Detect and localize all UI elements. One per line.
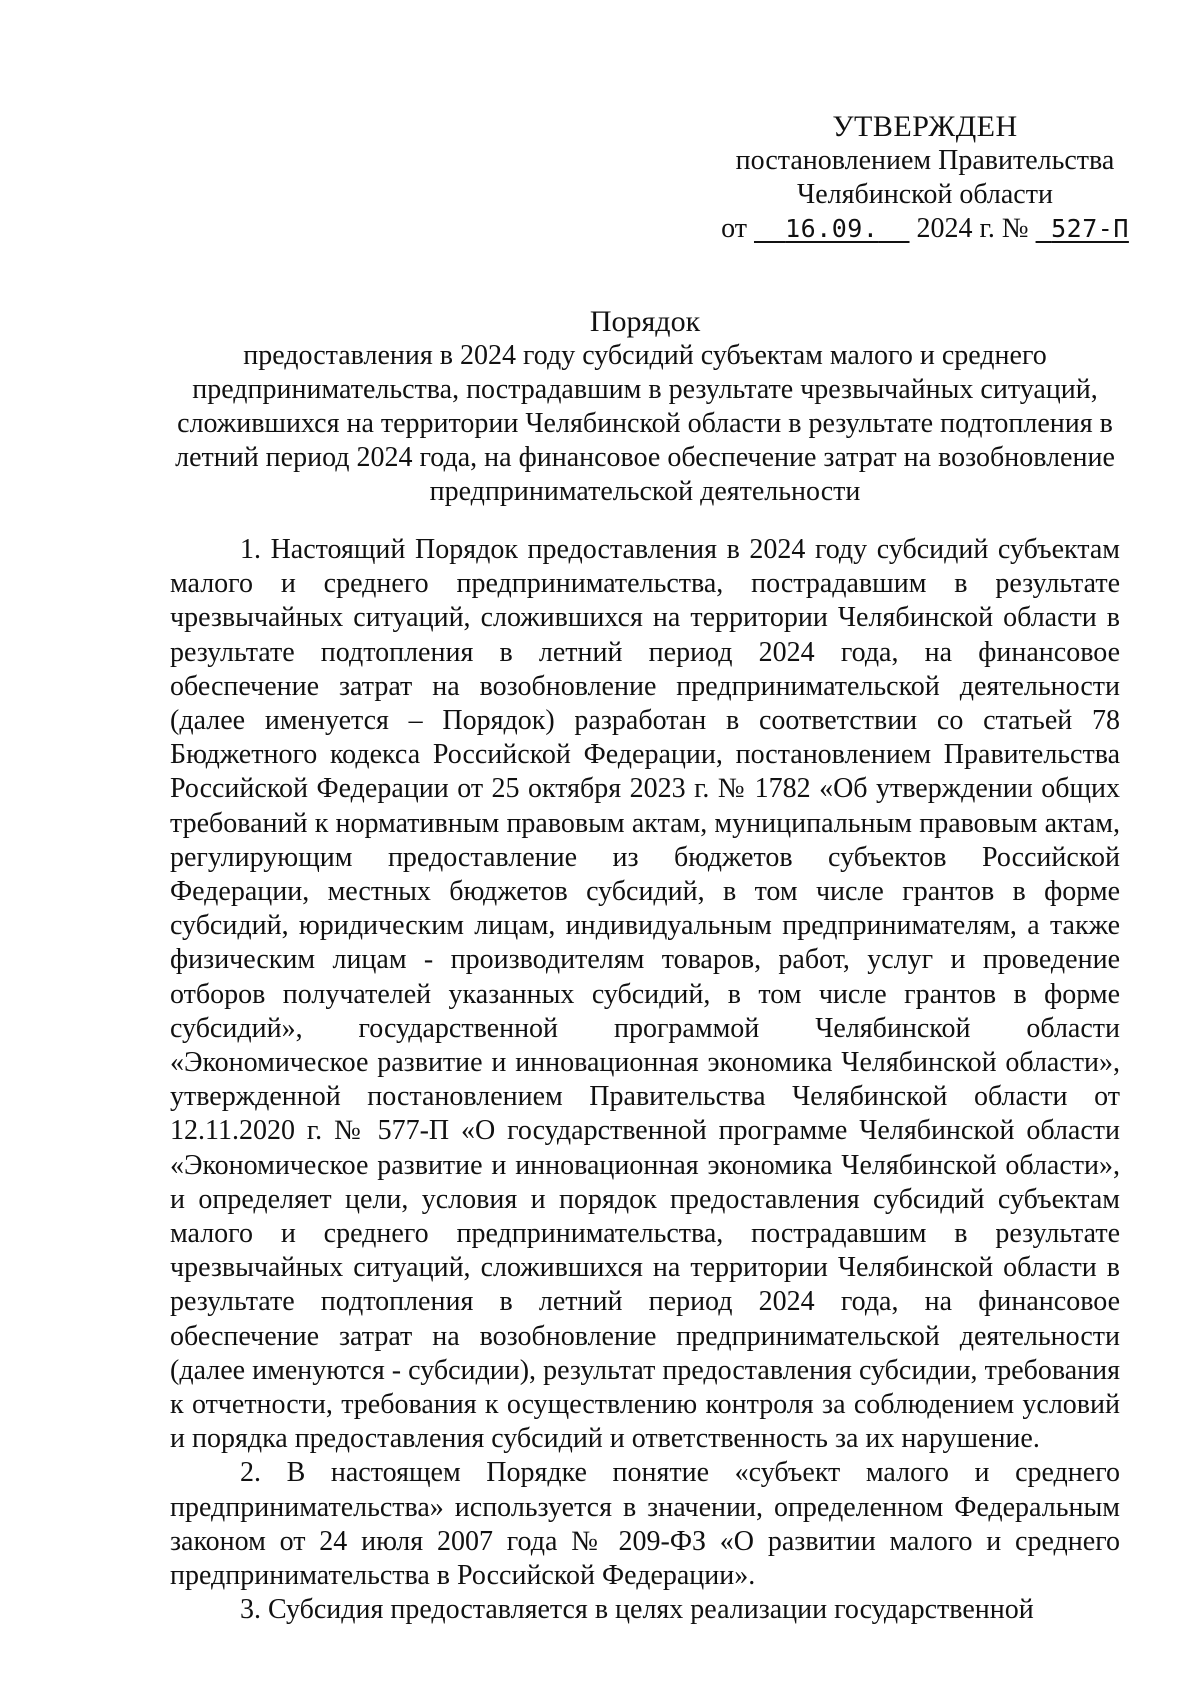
year-text: 2024 г. № — [916, 213, 1029, 244]
document-subtitle: предоставления в 2024 году субсидий субъектам малого и среднего предпринимательства, пострадавшим в результате чрезвычайных ситуаций, сложившихся на территории Челябинской области в результате подтопления в летний период 2024 года, на финансовое обеспечение затрат на возобновление предпринимательской деятельности — [175, 340, 1115, 507]
number-value: 527-П — [1051, 214, 1129, 243]
date-field — [754, 214, 910, 243]
document-title — [170, 305, 1120, 509]
number-field — [1036, 214, 1129, 243]
date-value: 16.09. — [785, 214, 879, 243]
approval-stamp — [700, 110, 1150, 246]
document-body — [170, 533, 1120, 1628]
approval-date-line — [700, 212, 1150, 246]
paragraph-3: 3. Субсидия предоставляется в целях реализации государственной — [240, 1594, 1034, 1626]
date-prefix: от — [721, 213, 747, 244]
document-name: Порядок — [589, 305, 701, 338]
approval-line-1: постановлением Правительства — [735, 145, 1115, 176]
approval-heading: УТВЕРЖДЕН — [832, 110, 1018, 143]
approval-line-2: Челябинской области — [797, 179, 1053, 210]
paragraph-1: 1. Настоящий Порядок предоставления в 2024 году субсидий субъектам малого и среднего предпринимательства, пострадавшим в результате чрезвычайных ситуаций, сложившихся на территории Челябинской области в результате подтопления в летний период 2024 года, на финансовое обеспечение затрат на возобновление предпринимательской деятельности (далее именуется – Порядок) разработан в соответствии со статьей 78 Бюджетного кодекса Российской Федерации, постановлением Правительства Российской Федерации от 25 октября 2023 г. № 1782 «Об утверждении общих требований к нормативным правовым актам, муниципальным правовым актам, регулирующим предоставление из бюджетов субъектов Российской Федерации, местных бюджетов субсидий, в том числе грантов в форме субсидий, юридическим лицам, индивидуальным предпринимателям, а также физическим лицам - производителям товаров, работ, услуг и проведение отборов получателей указанных субсидий, в том числе грантов в форме субсидий», государственной программой Челябинской области «Экономическое развитие и инновационная экономика Челябинской области», утвержденной постановлением Правительства Челябинской области от 12.11.2020 г. № 577-П «О государственной программе Челябинской области «Экономическое развитие и инновационная экономика Челябинской области», и определяет цели, условия и порядок предоставления субсидий субъектам малого и среднего предпринимательства, пострадавшим в результате чрезвычайных ситуаций, сложившихся на территории Челябинской области в результате подтопления в летний период 2024 года, на финансовое обеспечение затрат на возобновление предпринимательской деятельности (далее именуются - субсидии), результат предоставления субсидии, требования к отчетности, требования к осуществлению контроля за соблюдением условий и порядка предоставления субсидий и ответственность за их нарушение. — [170, 534, 1120, 1455]
paragraph-2: 2. В настоящем Порядке понятие «субъект малого и среднего предпринимательства» используется в значении, определенном Федеральным законом от 24 июля 2007 года № 209-ФЗ «О развитии малого и среднего предпринимательства в Российской Федерации». — [170, 1457, 1120, 1592]
